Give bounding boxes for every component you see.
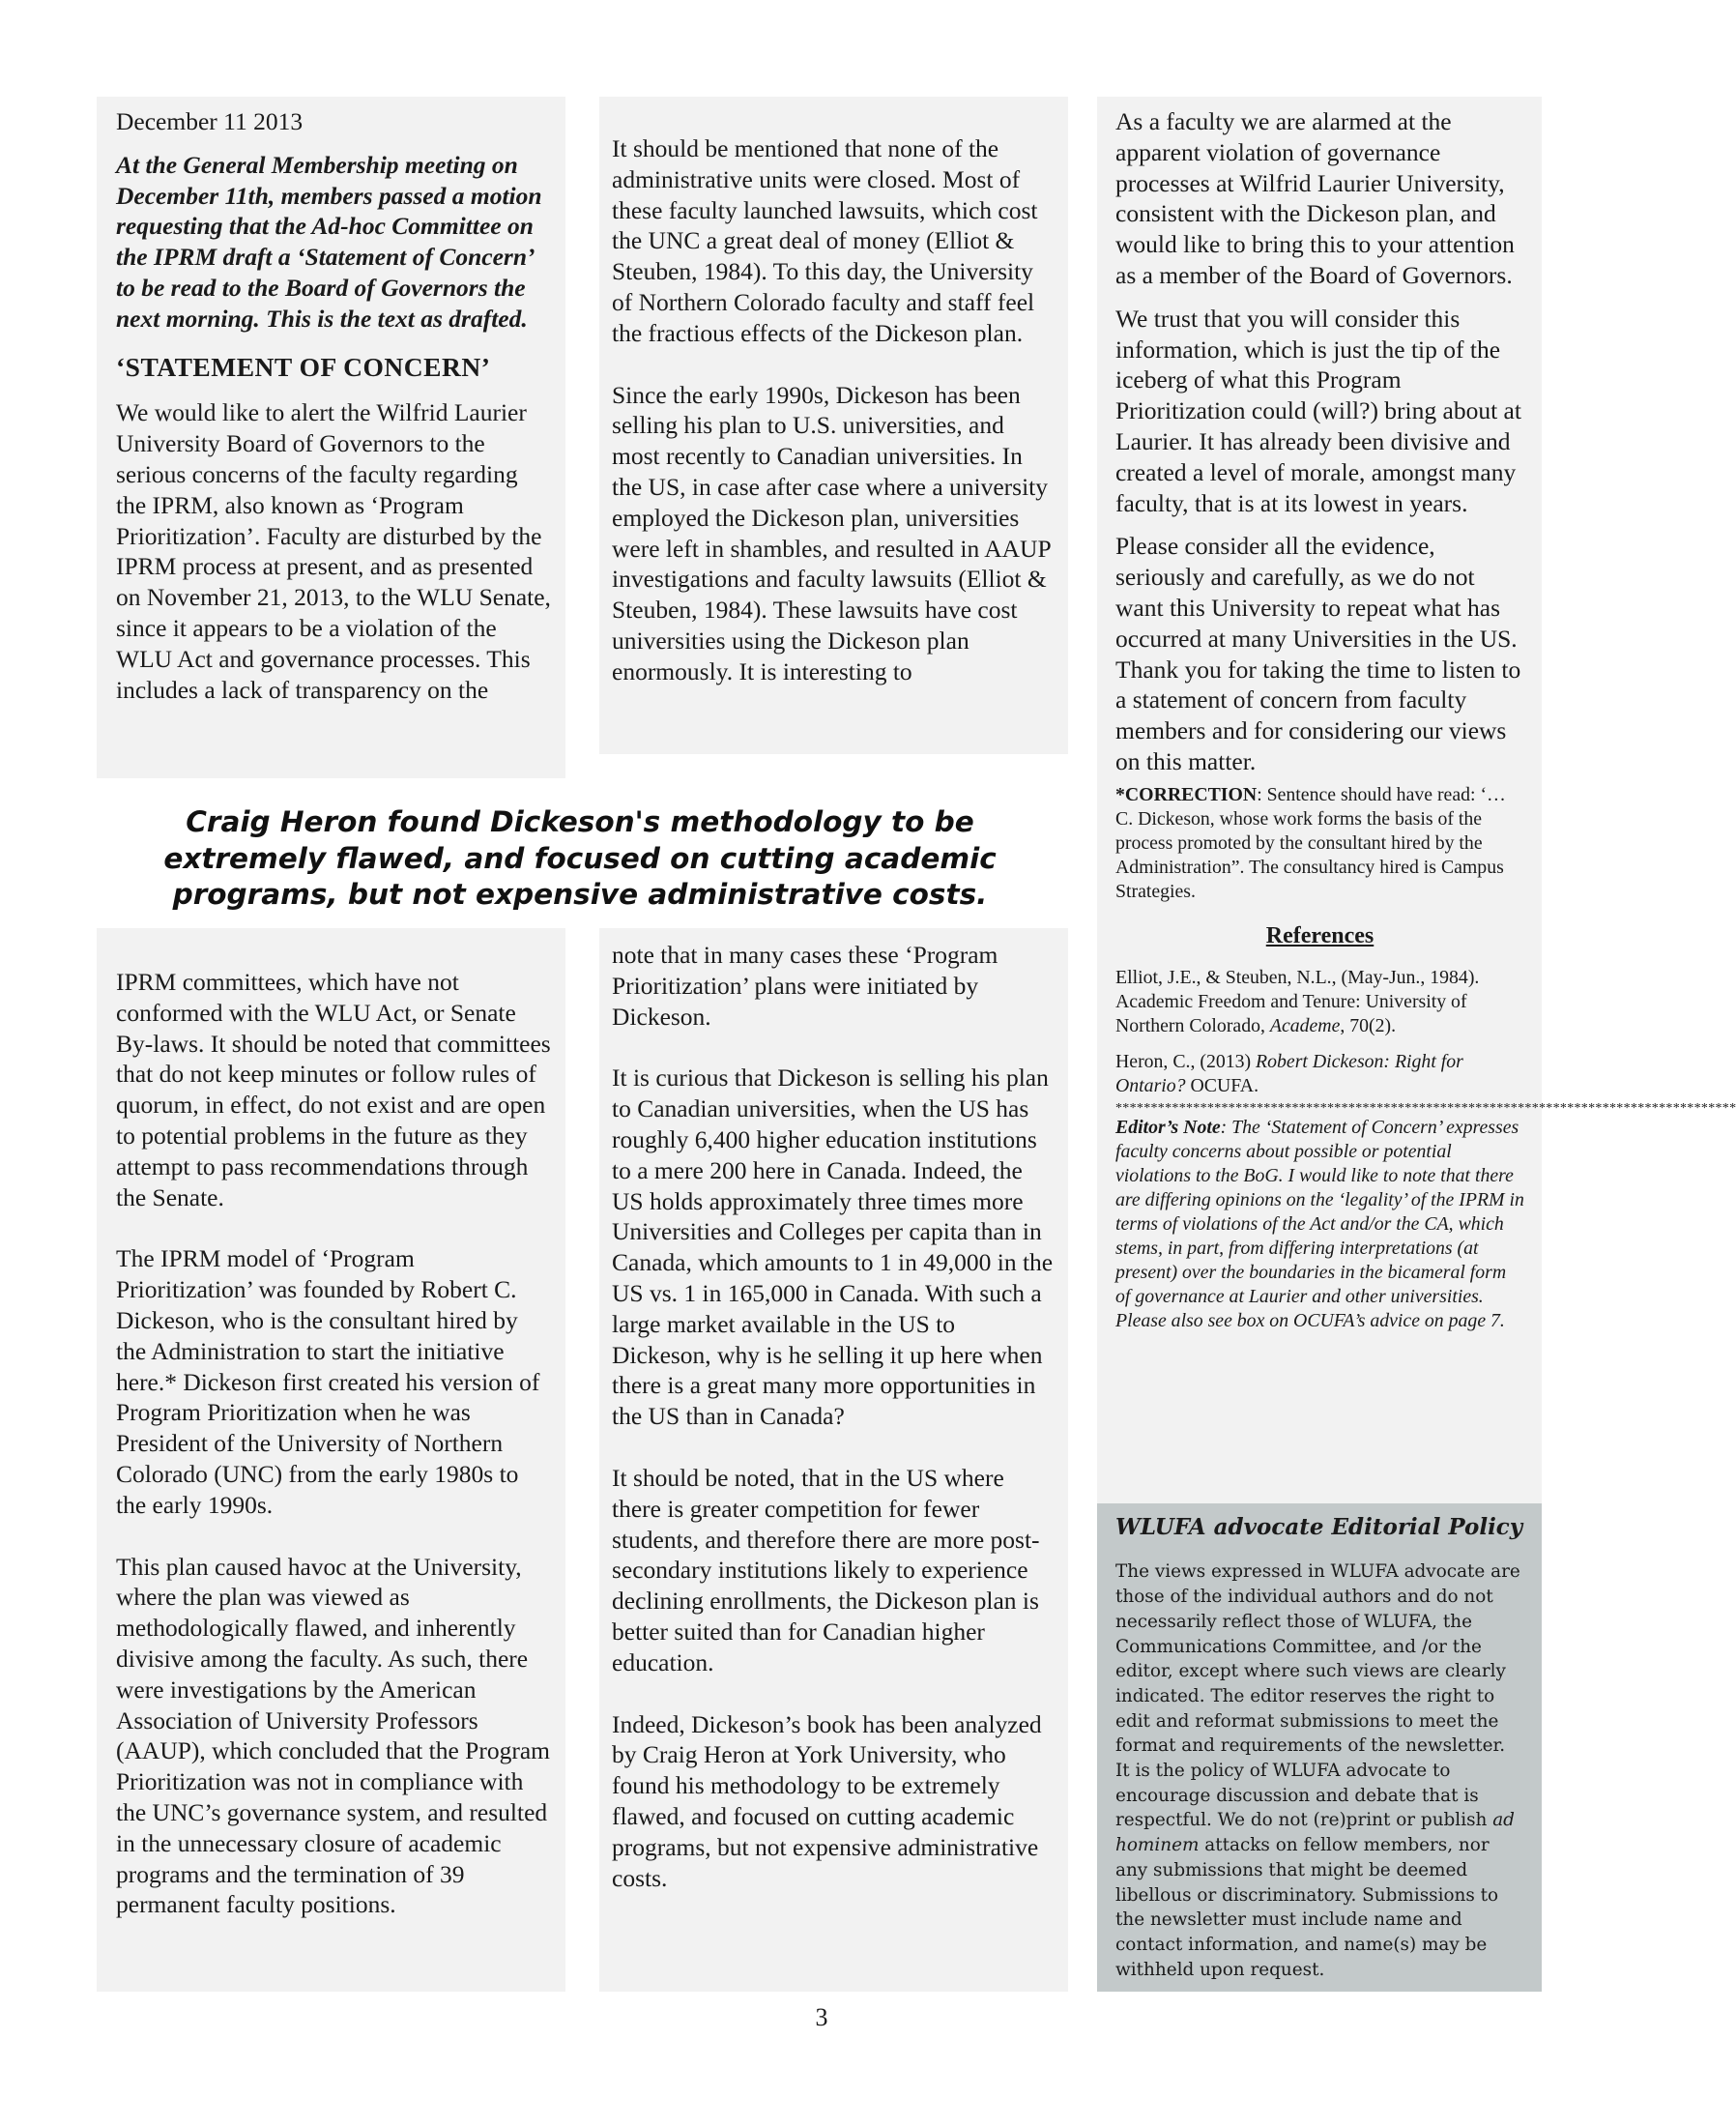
body-paragraph: Since the early 1990s, Dickeson has been selling his plan to U.S. universities, and most recently to Canadian universities. In the US, in case after case where a university employed the Dickeson plan, universities were left in shambles, and resulted in AAUP investigations and faculty lawsuits (Elliot & Steuben, 1984). These lawsuits have cost universities using the Dickeson plan enormously. It is interesting to xyxy=(612,380,1051,685)
body-paragraph: The IPRM model of ‘Program Prioritization’ was founded by Robert C. Dickeson, who is the consultant hired by the Administration to start the initiative here.* Dickeson first created his version of Program Prioritization when he was President of the University of Northern Colorado (UNC) from the early 1980s to the early 1990s. xyxy=(116,1244,540,1519)
correction-text: : Sentence should have read: ‘… C. Dickeson, whose work forms the basis of the process promoted by the consultant hired by the Administration”. The consultancy hired is Campus Strategies. xyxy=(1115,783,1506,902)
body-paragraph: It should be mentioned that none of the administrative units were closed. Most of these faculty launched lawsuits, which cost the UNC a great deal of money (Elliot & Steuben, 1984). To this day, the University of Northern Colorado faculty and staff feel the fractious effects of the Dickeson plan. xyxy=(612,134,1038,347)
body-paragraph: We trust that you will consider this information, which is just the tip of the iceberg of what this Program Prioritization could (will?) bring about at Laurier. It has already been divisive and created a level of morale, amongst many faculty, that is at its lowest in years. xyxy=(1115,304,1521,517)
policy-heading: WLUFA advocate Editorial Policy xyxy=(1115,1514,1523,1540)
editors-note-text: : The ‘Statement of Concern’ expresses faculty concerns about possible or potential violations to the BoG. I would like to note that there are differing opinions on the ‘legality’ of the IPRM in terms of violations of the Act and/or the CA, which stems, in part, from differing interpretations (at present) over the boundaries in the bicameral form of governance at Laurier and other universities. Please also see box on OCUFA’s advice on page 7. xyxy=(1115,1116,1524,1331)
body-paragraph: note that in many cases these ‘Program Prioritization’ plans were initiated by Dickeson. xyxy=(612,941,998,1031)
editorial-policy-box xyxy=(1097,1503,1542,1992)
editors-note-label: Editor’s Note xyxy=(1115,1116,1221,1138)
column-3 xyxy=(1097,97,1736,1503)
correction-label: *CORRECTION xyxy=(1115,783,1258,805)
body-paragraph: IPRM committees, which have not conformed with the WLU Act, or Senate By-laws. It should be noted that committees that do not keep minutes or follow rules of quorum, in effect, do not exist and are open to potential problems in the future as they attempt to pass recommendations through the Senate. xyxy=(116,968,551,1211)
body-paragraph: It is curious that Dickeson is selling his plan to Canadian universities, when the US has roughly 6,400 higher education institutions to a mere 200 here in Canada. Indeed, the US holds approximately three times more Universities and Colleges per capita than in Canada, which amounts to 1 in 49,000 in the US vs. 1 in 165,000 in Canada. With such a large market available in the US to Dickeson, why is he selling it up here when there is a great many more opportunities in the US than in Canada? xyxy=(612,1064,1054,1431)
statement-heading: ‘STATEMENT OF CONCERN’ xyxy=(116,351,491,382)
correction-note xyxy=(1115,783,1524,904)
body-paragraph: It should be noted, that in the US where there is greater competition for fewer students, and therefore there are more post-secondary institutions likely to experience declining enrollments, the Dickeson plan is better suited than for Canadian higher education. xyxy=(612,1463,1040,1676)
editors-note xyxy=(1115,1116,1524,1333)
column-2-bottom xyxy=(599,928,1068,1992)
column-2-top xyxy=(599,97,1068,754)
date-line: December 11 2013 xyxy=(116,107,304,135)
lead-intro: At the General Membership meeting on December 11th, members passed a motion requesting that the Ad-hoc Committee on the IPRM draft a ‘Statement of Concern’ to be read to the Board of Governors the next morning. This is the text as drafted. xyxy=(116,150,542,333)
separator-stars: **************************************************************************************** xyxy=(1115,1100,1736,1116)
body-paragraph: As a faculty we are alarmed at the apparent violation of governance processes at Wilfrid Laurier University, consistent with the Dickeson plan, and would like to bring this to your attention as a member of the Board of Governors. xyxy=(1115,107,1515,289)
references-heading: References xyxy=(1265,922,1374,948)
column-1-bottom xyxy=(97,928,565,1992)
body-paragraph: We would like to alert the Wilfrid Laurier University Board of Governors to the serious concerns of the faculty regarding the IPRM, also known as ‘Program Prioritization’. Faculty are disturbed by the IPRM process at present, and as presented on November 21, 2013, to the WLU Senate, since it appears to be a violation of the WLU Act and governance processes. This includes a lack of transparency on the xyxy=(116,398,551,704)
pull-quote: Craig Heron found Dickeson's methodology to be extremely flawed, and focused on cutting academic programs, but not expensive administrative costs. xyxy=(163,805,997,911)
body-paragraph: Indeed, Dickeson’s book has been analyzed by Craig Heron at York University, who found his methodology to be extremely flawed, and focused on cutting academic programs, but not expensive administrative costs. xyxy=(612,1709,1042,1892)
reference-item: Elliot, J.E., & Steuben, N.L., (May-Jun., 1984). Academic Freedom and Tenure: University of Northern Colorado, Academe, 70(2). xyxy=(1115,966,1480,1036)
page-number: 3 xyxy=(815,2003,828,2031)
column-1-top xyxy=(97,97,565,778)
policy-text: The views expressed in WLUFA advocate are those of the individual authors and do not necessarily reflect those of WLUFA, the Communications Committee, and /or the editor, except where such views are clearly indicated. The editor reserves the right to edit and reformat submissions to meet the format and requirements of the newsletter. It is the policy of WLUFA advocate to encourage discussion and debate that is respectful. We do not (re)print or publish ad hominem attacks on fellow members, nor any submissions that might be deemed libellous or discriminatory. Submissions to the newsletter must include name and contact information, and name(s) may be withheld upon request. xyxy=(1115,1561,1520,1980)
body-paragraph: Please consider all the evidence, seriously and carefully, as we do not want this University to repeat what has occurred at many Universities in the US. Thank you for taking the time to listen to a statement of concern from faculty members and for considering our views on this matter. xyxy=(1115,532,1521,775)
body-paragraph: This plan caused havoc at the University, where the plan was viewed as methodologically flawed, and inherently divisive among the faculty. As such, there were investigations by the American Association of University Professors (AAUP), which concluded that the Program Prioritization was not in compliance with the UNC’s governance system, and resulted in the unnecessary closure of academic programs and the termination of 39 permanent faculty positions. xyxy=(116,1552,550,1919)
reference-item: Heron, C., (2013) Robert Dickeson: Right for Ontario? OCUFA. xyxy=(1115,1050,1463,1096)
